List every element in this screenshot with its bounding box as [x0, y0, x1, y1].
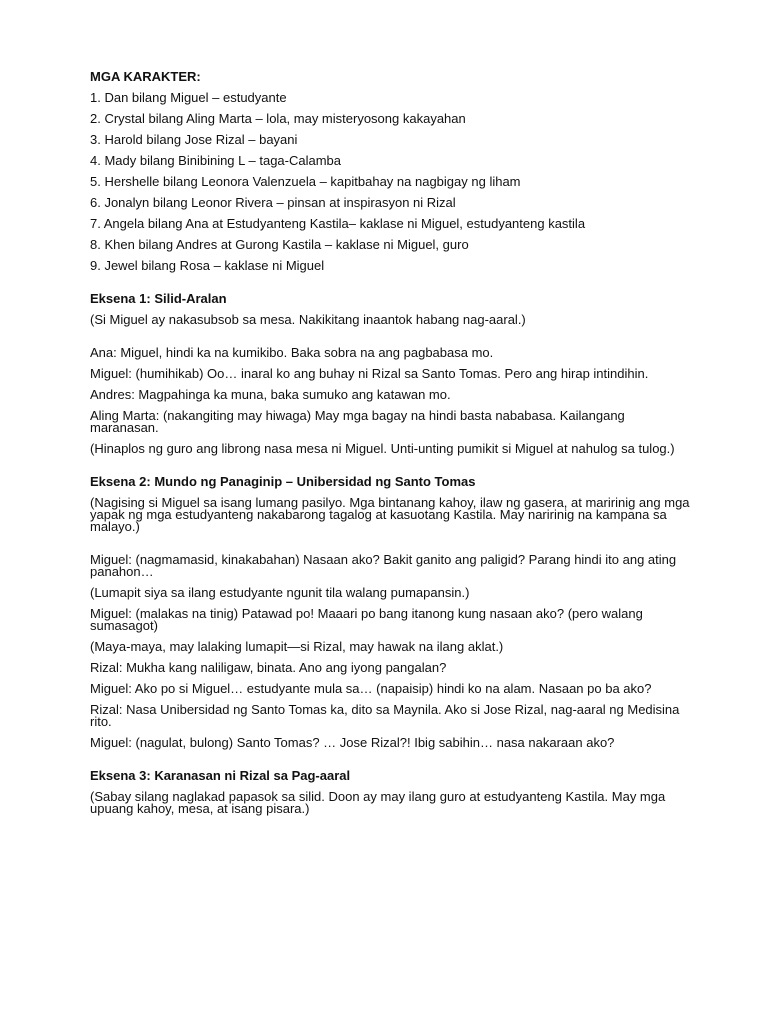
dialogue-line: Aling Marta: (nakangiting may hiwaga) May mga bagay na hindi basta nababasa. Kailangang maranasan.	[90, 408, 629, 435]
character-item: 1. Dan bilang Miguel – estudyante	[90, 90, 287, 105]
stage-direction: (Maya-maya, may lalaking lumapit—si Rizal, may hawak na ilang aklat.)	[90, 639, 504, 654]
stage-direction: (Sabay silang naglakad papasok sa silid. Doon ay may ilang guro at estudyanteng Kastila. May mga upuang kahoy, mesa, at isang pisara.)	[90, 789, 669, 816]
character-item: 5. Hershelle bilang Leonora Valenzuela – kapitbahay na nagbigay ng liham	[90, 174, 521, 189]
dialogue-line: Miguel: (humihikab) Oo… inaral ko ang buhay ni Rizal sa Santo Tomas. Pero ang hirap intindihin.	[90, 366, 649, 381]
characters-heading: MGA KARAKTER:	[90, 69, 201, 84]
stage-direction: (Nagising si Miguel sa isang lumang pasilyo. Mga bintanang kahoy, ilaw ng gasera, at maririnig ang mga yapak ng mga estudyanteng nakabarong tagalog at kasuotang Kastila. May naririnig na kampana sa malayo.)	[90, 495, 694, 534]
character-item: 9. Jewel bilang Rosa – kaklase ni Miguel	[90, 258, 325, 273]
dialogue-line: Miguel: Ako po si Miguel… estudyante mula sa… (napaisip) hindi ko na alam. Nasaan po ba ako?	[90, 681, 652, 696]
scene3-title: Eksena 3: Karanasan ni Rizal sa Pag-aaral	[90, 768, 351, 783]
dialogue-line: Andres: Magpahinga ka muna, baka sumuko ang katawan mo.	[90, 387, 451, 402]
stage-direction: (Hinaplos ng guro ang librong nasa mesa ni Miguel. Unti-unting pumikit si Miguel at nahulog sa tulog.)	[90, 441, 675, 456]
character-item: 4. Mady bilang Binibining L – taga-Calamba	[90, 153, 342, 168]
stage-direction: (Si Miguel ay nakasubsob sa mesa. Nakikitang inaantok habang nag-aaral.)	[90, 312, 526, 327]
character-item: 6. Jonalyn bilang Leonor Rivera – pinsan at inspirasyon ni Rizal	[90, 195, 456, 210]
dialogue-line: Miguel: (nagulat, bulong) Santo Tomas? … Jose Rizal?! Ibig sabihin… nasa nakaraan ako?	[90, 735, 615, 750]
character-item: 8. Khen bilang Andres at Gurong Kastila – kaklase ni Miguel, guro	[90, 237, 469, 252]
character-item: 7. Angela bilang Ana at Estudyanteng Kastila– kaklase ni Miguel, estudyanteng kastila	[90, 216, 586, 231]
scene2-title: Eksena 2: Mundo ng Panaginip – Unibersidad ng Santo Tomas	[90, 474, 476, 489]
dialogue-line: Miguel: (nagmamasid, kinakabahan) Nasaan ako? Bakit ganito ang paligid? Parang hindi ito ang ating panahon…	[90, 552, 680, 579]
character-item: 2. Crystal bilang Aling Marta – lola, may misteryosong kakayahan	[90, 111, 466, 126]
character-item: 3. Harold bilang Jose Rizal – bayani	[90, 132, 298, 147]
dialogue-line: Ana: Miguel, hindi ka na kumikibo. Baka sobra na ang pagbabasa mo.	[90, 345, 494, 360]
dialogue-line: Miguel: (malakas na tinig) Patawad po! Maaari po bang itanong kung nasaan ako? (pero walang sumasagot)	[90, 606, 647, 633]
dialogue-line: Rizal: Nasa Unibersidad ng Santo Tomas ka, dito sa Maynila. Ako si Jose Rizal, nag-aaral ng Medisina rito.	[90, 702, 684, 729]
script-content	[90, 69, 694, 824]
stage-direction: (Lumapit siya sa ilang estudyante ngunit tila walang pumapansin.)	[90, 585, 470, 600]
scene1-title: Eksena 1: Silid-Aralan	[90, 291, 227, 306]
dialogue-line: Rizal: Mukha kang naliligaw, binata. Ano ang iyong pangalan?	[90, 660, 447, 675]
